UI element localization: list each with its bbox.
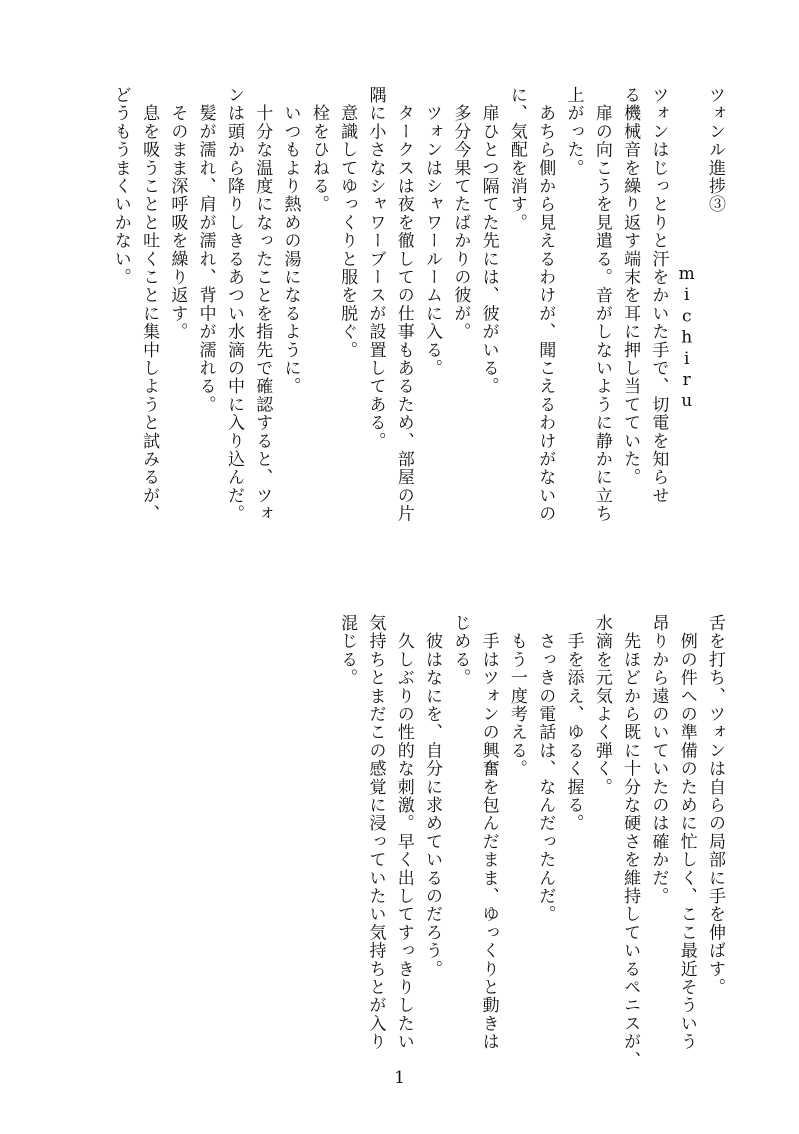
text-line: 上がった。 [563, 86, 584, 177]
text-line: ツォンはじっとりと汗をかいた手で、切電を知らせ [648, 86, 669, 505]
text-line: どうもうまくいかない。 [110, 86, 131, 287]
title-line [701, 86, 729, 572]
text-line: に、気配を消す。 [506, 86, 527, 232]
document-title: ツォンル進捗③ [705, 86, 725, 214]
text-line: いつもより熱めの湯になるように。 [280, 86, 301, 396]
text-line: 意識してゆっくりと服を脱ぐ。 [337, 86, 358, 359]
text-line: 昂りから遠のいていたのは確かだ。 [648, 614, 669, 906]
upper-text-block [69, 86, 729, 572]
text-line: 久しぶりの性的な刺激。早く出してすっきりしたい [393, 614, 414, 1051]
text-line: 気持ちとまだこの感覚に浸っていたい気持ちとが入り [365, 614, 386, 1051]
text-line: る機械音を繰り返す端末を耳に押し当てていた。 [620, 86, 641, 487]
text-line: じめる。 [450, 614, 471, 687]
author-name: michiru [676, 264, 697, 413]
page-number: 1 [394, 1068, 405, 1088]
text-line: さっきの電話は、なんだったんだ。 [535, 614, 556, 924]
text-line: 水滴を元気よく弾く。 [591, 614, 612, 796]
text-line: 扉の向こうを見遣る。音がしないように静かに立ち [591, 86, 612, 523]
author-line [672, 86, 700, 572]
text-line: ンは頭から降りしきるあつい水滴の中に入り込んだ。 [223, 86, 244, 523]
text-line: 十分な温度になったことを指先で確認すると、ツォ [252, 86, 273, 523]
text-line: 先ほどから既に十分な硬さを維持しているペニスが、 [620, 614, 641, 1069]
text-line: あちら側から見えるわけが、聞こえるわけがないの [535, 86, 556, 523]
text-line: もう一度考える。 [506, 614, 527, 778]
text-line: 手を添え、ゆるく握る。 [563, 614, 584, 833]
text-line: 舌を打ち、ツォンは自らの局部に手を伸ばす。 [705, 614, 725, 997]
text-line: 彼はなにを、自分に求めているのだろう。 [422, 614, 443, 978]
text-line: タークスは夜を徹しての仕事もあるため、部屋の片 [393, 86, 414, 523]
text-line: 栓をひねる。 [308, 86, 329, 214]
text-line: ツォンはシャワールームに入る。 [422, 86, 443, 378]
text-line: そのまま深呼吸を繰り返す。 [167, 86, 188, 341]
text-line: 扉ひとつ隔てた先には、彼がいる。 [478, 86, 499, 396]
text-line: 混じる。 [337, 614, 358, 687]
text-line: 手はツォンの興奮を包んだまま、ゆっくりと動きは [478, 614, 499, 1051]
text-line: 多分今果てたばかりの彼が。 [450, 86, 471, 341]
text-line: 隅に小さなシャワーブースが設置してある。 [365, 86, 386, 450]
text-line: 息を吸うことと吐くことに集中しようと試みるが、 [139, 86, 160, 523]
text-line: 例の件への準備のために忙しく、ここ最近そういう [676, 614, 697, 1051]
lower-text-block [329, 614, 729, 1069]
text-line: 髪が濡れ、肩が濡れ、背中が濡れる。 [195, 86, 216, 414]
